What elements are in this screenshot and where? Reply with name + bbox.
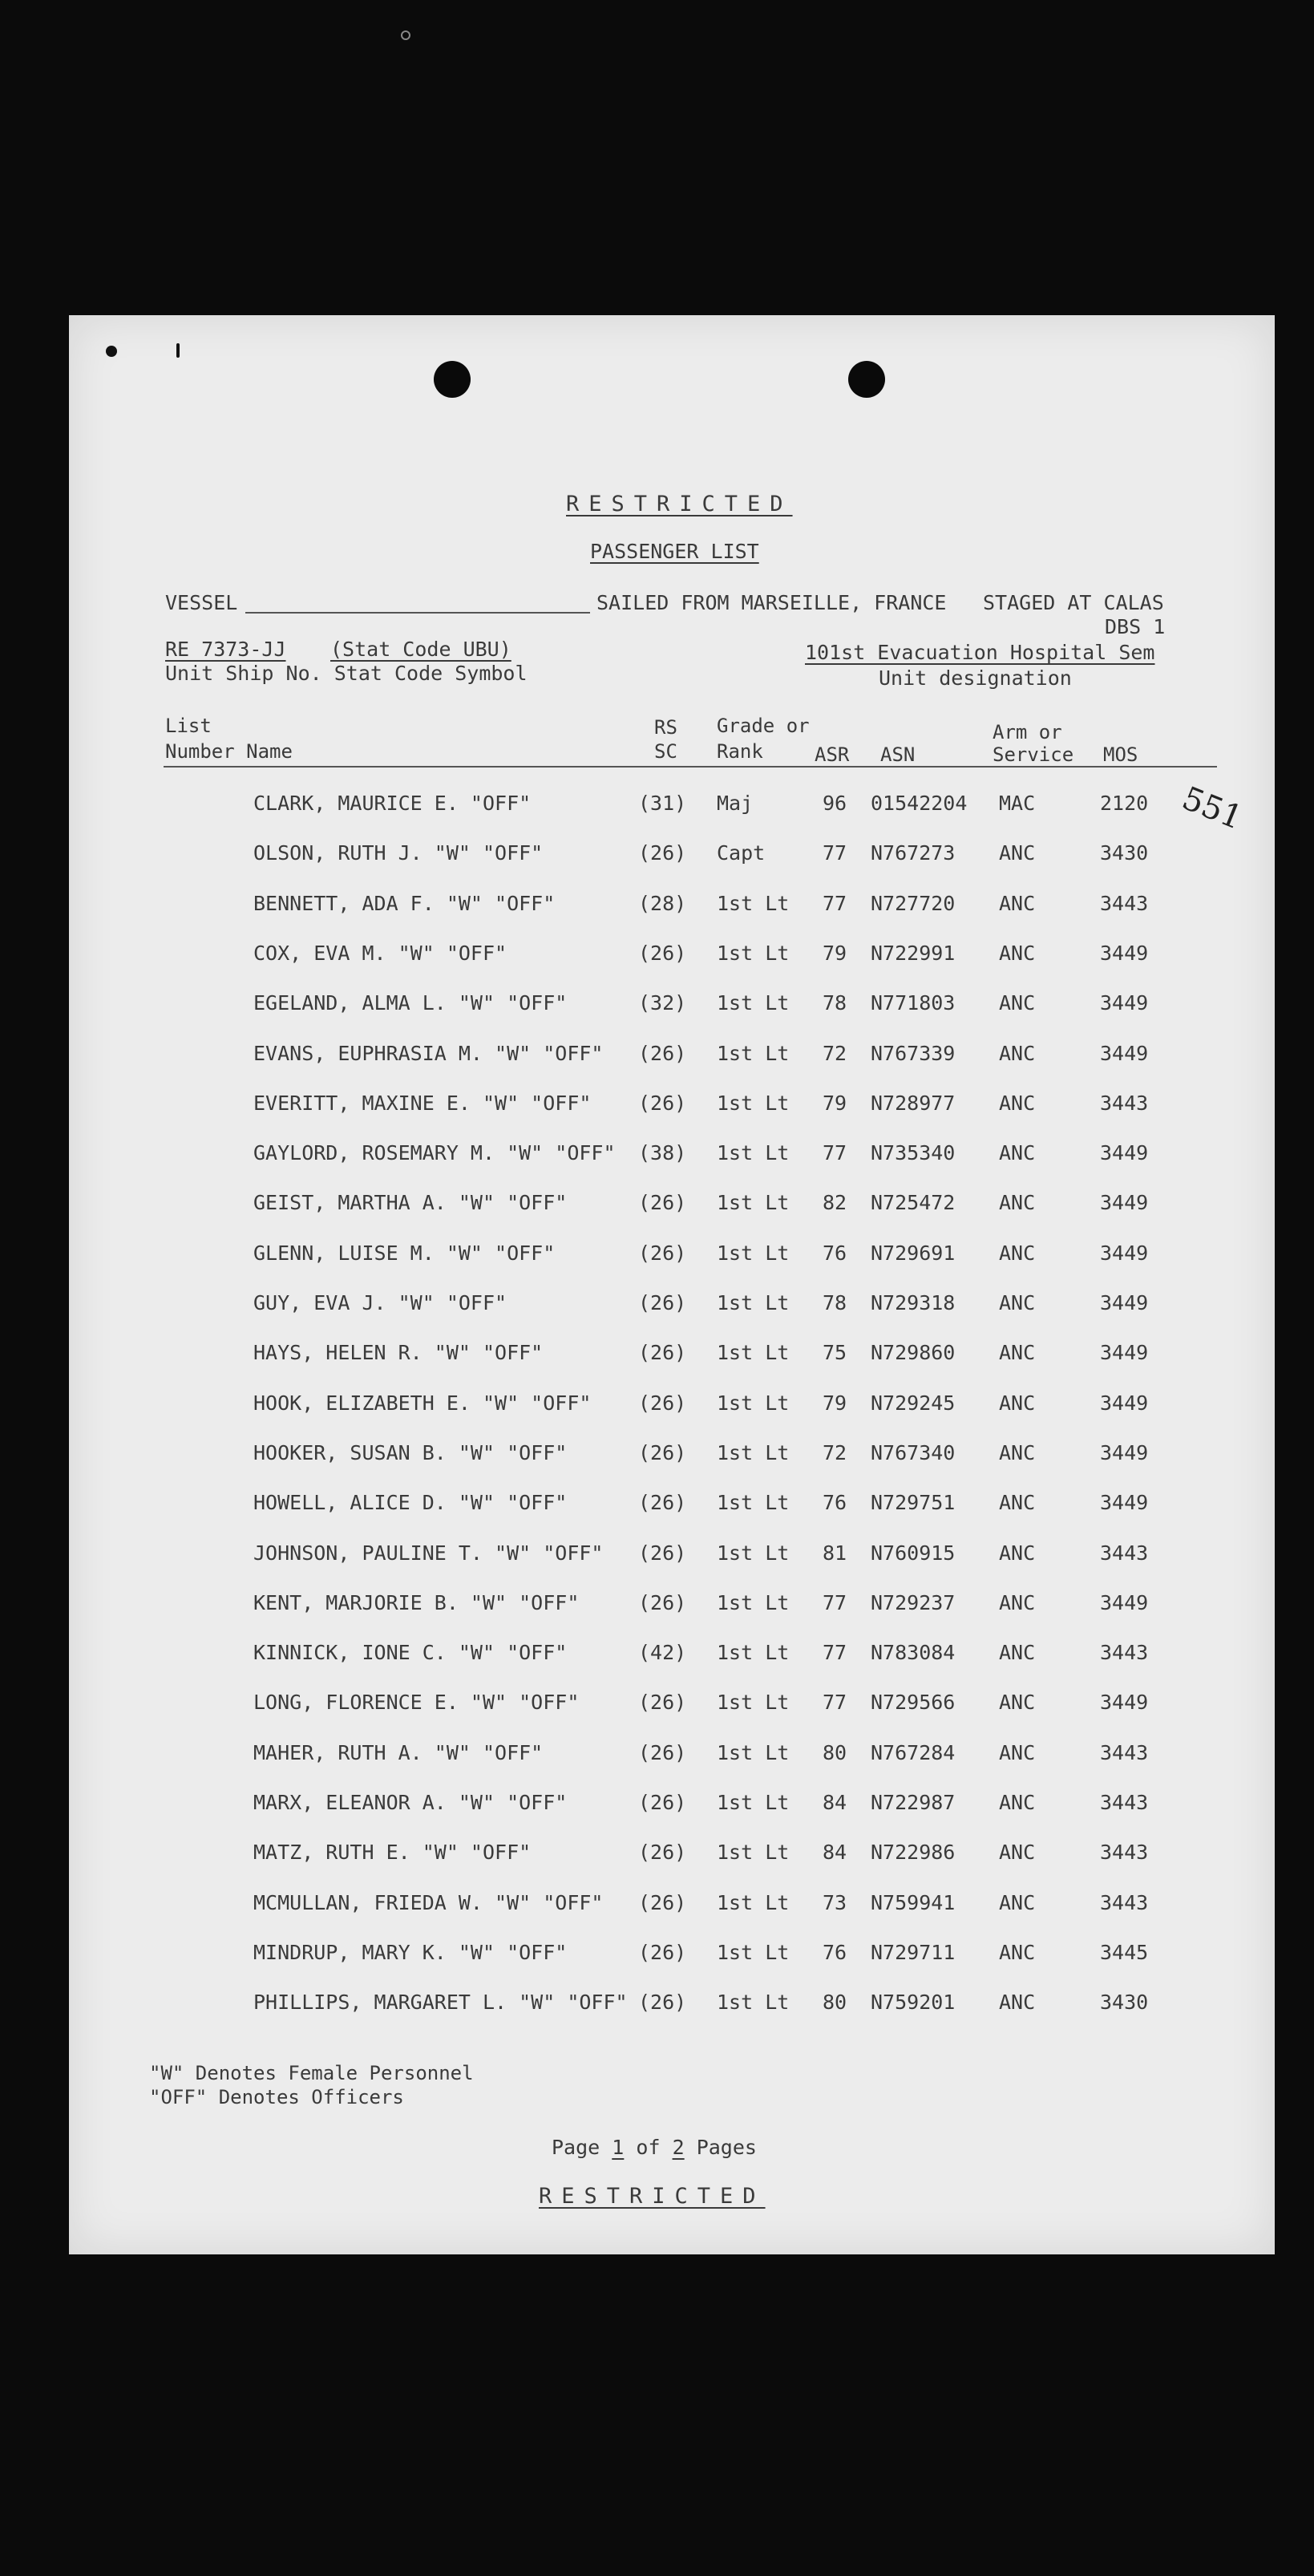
cell-grade: 1st Lt bbox=[717, 1841, 790, 1864]
cell-mos: 3449 bbox=[1100, 1042, 1149, 1065]
cell-name: MATZ, RUTH E. "W" "OFF" bbox=[253, 1841, 532, 1864]
table-row bbox=[69, 991, 1275, 1023]
classification-header: RESTRICTED bbox=[566, 492, 793, 516]
cell-rs: (26) bbox=[638, 942, 687, 965]
cell-name: GUY, EVA J. "W" "OFF" bbox=[253, 1291, 507, 1314]
table-row bbox=[69, 1991, 1275, 2023]
cell-asn: N759941 bbox=[871, 1891, 956, 1914]
cell-mos: 3443 bbox=[1100, 1791, 1149, 1814]
table-row bbox=[69, 792, 1275, 824]
cell-arm: ANC bbox=[999, 1391, 1036, 1415]
cell-asn: N729566 bbox=[871, 1691, 956, 1714]
table-row bbox=[69, 1741, 1275, 1773]
ship-no-caption: Unit Ship No. Stat Code Symbol bbox=[165, 662, 528, 685]
col-header-rs: RS bbox=[654, 716, 677, 739]
table-row bbox=[69, 1491, 1275, 1523]
cell-asr: 75 bbox=[823, 1341, 847, 1364]
sailed-from: SAILED FROM MARSEILLE, FRANCE bbox=[596, 591, 947, 614]
note-officers: "OFF" Denotes Officers bbox=[149, 2086, 404, 2108]
table-row bbox=[69, 1641, 1275, 1673]
col-header-arm: Arm or bbox=[993, 721, 1062, 743]
table-row bbox=[69, 1891, 1275, 1923]
header-rule bbox=[164, 766, 1217, 768]
unit-ship-no: RE 7373-JJ bbox=[165, 638, 286, 661]
cell-rs: (26) bbox=[638, 1591, 687, 1614]
cell-asr: 78 bbox=[823, 991, 847, 1015]
cell-arm: ANC bbox=[999, 1591, 1036, 1614]
cell-mos: 3449 bbox=[1100, 942, 1149, 965]
cell-name: KINNICK, IONE C. "W" "OFF" bbox=[253, 1641, 568, 1664]
cell-mos: 3443 bbox=[1100, 1841, 1149, 1864]
vessel-label: VESSEL bbox=[165, 591, 238, 614]
page-suffix: Pages bbox=[696, 2136, 757, 2159]
cell-mos: 3430 bbox=[1100, 841, 1149, 865]
cell-mos: 2120 bbox=[1100, 792, 1149, 815]
col-header-list: List bbox=[165, 715, 212, 737]
col-header-service: Service bbox=[993, 743, 1074, 766]
form-title: PASSENGER LIST bbox=[590, 540, 759, 563]
col-header-grade: Grade or bbox=[717, 715, 810, 737]
cell-asr: 76 bbox=[823, 1241, 847, 1265]
punch-hole-left bbox=[434, 361, 471, 398]
table-row bbox=[69, 942, 1275, 974]
cell-rs: (26) bbox=[638, 1491, 687, 1514]
cell-name: EGELAND, ALMA L. "W" "OFF" bbox=[253, 991, 568, 1015]
cell-asr: 77 bbox=[823, 841, 847, 865]
cell-asn: N722986 bbox=[871, 1841, 956, 1864]
cell-arm: ANC bbox=[999, 1441, 1036, 1464]
cell-mos: 3449 bbox=[1100, 1191, 1149, 1214]
cell-arm: ANC bbox=[999, 1791, 1036, 1814]
cell-mos: 3449 bbox=[1100, 1691, 1149, 1714]
cell-asr: 81 bbox=[823, 1541, 847, 1565]
cell-mos: 3443 bbox=[1100, 892, 1149, 915]
cell-mos: 3443 bbox=[1100, 1541, 1149, 1565]
cell-asr: 76 bbox=[823, 1941, 847, 1964]
col-header-mos: MOS bbox=[1103, 743, 1138, 766]
cell-grade: 1st Lt bbox=[717, 1791, 790, 1814]
table-row bbox=[69, 1541, 1275, 1574]
cell-grade: 1st Lt bbox=[717, 1941, 790, 1964]
cell-asr: 76 bbox=[823, 1491, 847, 1514]
cell-mos: 3449 bbox=[1100, 1241, 1149, 1265]
col-header-rank: Rank bbox=[717, 740, 763, 763]
cell-asn: N767340 bbox=[871, 1441, 956, 1464]
cell-arm: ANC bbox=[999, 1691, 1036, 1714]
cell-arm: ANC bbox=[999, 841, 1036, 865]
cell-grade: 1st Lt bbox=[717, 1291, 790, 1314]
cell-rs: (26) bbox=[638, 1241, 687, 1265]
cell-asn: N767273 bbox=[871, 841, 956, 865]
cell-grade: 1st Lt bbox=[717, 1241, 790, 1265]
table-row bbox=[69, 1141, 1275, 1173]
cell-rs: (26) bbox=[638, 1891, 687, 1914]
cell-mos: 3443 bbox=[1100, 1641, 1149, 1664]
cell-arm: ANC bbox=[999, 1092, 1036, 1115]
cell-asr: 72 bbox=[823, 1042, 847, 1065]
page-prefix: Page bbox=[552, 2136, 600, 2159]
vessel-blank-line bbox=[245, 612, 590, 614]
cell-name: HOWELL, ALICE D. "W" "OFF" bbox=[253, 1491, 568, 1514]
cell-asr: 77 bbox=[823, 892, 847, 915]
cell-rs: (26) bbox=[638, 1791, 687, 1814]
page-indicator bbox=[552, 2137, 757, 2157]
cell-arm: ANC bbox=[999, 1191, 1036, 1214]
cell-asn: N760915 bbox=[871, 1541, 956, 1565]
unit-designation: 101st Evacuation Hospital Sem bbox=[805, 641, 1155, 664]
dbs-code: DBS 1 bbox=[1105, 615, 1166, 638]
cell-grade: 1st Lt bbox=[717, 1691, 790, 1714]
classification-footer: RESTRICTED bbox=[539, 2184, 766, 2209]
cell-rs: (42) bbox=[638, 1641, 687, 1664]
cell-rs: (26) bbox=[638, 1341, 687, 1364]
cell-asn: N722987 bbox=[871, 1791, 956, 1814]
table-row bbox=[69, 1291, 1275, 1323]
cell-mos: 3449 bbox=[1100, 1441, 1149, 1464]
cell-asn: N759201 bbox=[871, 1991, 956, 2014]
cell-name: CLARK, MAURICE E. "OFF" bbox=[253, 792, 532, 815]
document-page bbox=[69, 315, 1275, 2254]
cell-arm: ANC bbox=[999, 1042, 1036, 1065]
cell-name: HAYS, HELEN R. "W" "OFF" bbox=[253, 1341, 544, 1364]
table-row bbox=[69, 1841, 1275, 1873]
cell-grade: 1st Lt bbox=[717, 1541, 790, 1565]
cell-mos: 3430 bbox=[1100, 1991, 1149, 2014]
ink-speck bbox=[106, 346, 117, 357]
cell-asr: 79 bbox=[823, 1092, 847, 1115]
table-row bbox=[69, 1191, 1275, 1223]
cell-asn: N729237 bbox=[871, 1591, 956, 1614]
cell-grade: 1st Lt bbox=[717, 892, 790, 915]
cell-arm: ANC bbox=[999, 942, 1036, 965]
cell-mos: 3449 bbox=[1100, 1491, 1149, 1514]
cell-rs: (26) bbox=[638, 1991, 687, 2014]
cell-asr: 84 bbox=[823, 1791, 847, 1814]
cell-name: OLSON, RUTH J. "W" "OFF" bbox=[253, 841, 544, 865]
cell-rs: (26) bbox=[638, 1841, 687, 1864]
cell-grade: 1st Lt bbox=[717, 1991, 790, 2014]
cell-grade: 1st Lt bbox=[717, 1042, 790, 1065]
cell-asr: 72 bbox=[823, 1441, 847, 1464]
page-of: of bbox=[636, 2136, 661, 2159]
cell-asn: N725472 bbox=[871, 1191, 956, 1214]
cell-grade: 1st Lt bbox=[717, 1391, 790, 1415]
cell-name: KENT, MARJORIE B. "W" "OFF" bbox=[253, 1591, 580, 1614]
cell-arm: ANC bbox=[999, 1241, 1036, 1265]
table-row bbox=[69, 1042, 1275, 1074]
cell-mos: 3443 bbox=[1100, 1891, 1149, 1914]
cell-mos: 3449 bbox=[1100, 1291, 1149, 1314]
cell-grade: 1st Lt bbox=[717, 942, 790, 965]
cell-asn: N727720 bbox=[871, 892, 956, 915]
cell-name: HOOK, ELIZABETH E. "W" "OFF" bbox=[253, 1391, 592, 1415]
cell-rs: (26) bbox=[638, 1691, 687, 1714]
cell-asn: N729751 bbox=[871, 1491, 956, 1514]
col-header-number-name: Number Name bbox=[165, 740, 293, 763]
cell-mos: 3449 bbox=[1100, 1591, 1149, 1614]
cell-asr: 80 bbox=[823, 1991, 847, 2014]
cell-mos: 3449 bbox=[1100, 1141, 1149, 1164]
cell-asr: 77 bbox=[823, 1691, 847, 1714]
table-row bbox=[69, 1691, 1275, 1723]
cell-name: MAHER, RUTH A. "W" "OFF" bbox=[253, 1741, 544, 1764]
cell-grade: 1st Lt bbox=[717, 991, 790, 1015]
cell-rs: (26) bbox=[638, 1191, 687, 1214]
page-stamp-number: 551 bbox=[1177, 780, 1248, 837]
cell-grade: 1st Lt bbox=[717, 1741, 790, 1764]
cell-asr: 79 bbox=[823, 1391, 847, 1415]
table-row bbox=[69, 1241, 1275, 1274]
cell-grade: Maj bbox=[717, 792, 754, 815]
col-header-asn: ASN bbox=[880, 743, 916, 766]
cell-arm: ANC bbox=[999, 1841, 1036, 1864]
cell-asr: 96 bbox=[823, 792, 847, 815]
cell-grade: 1st Lt bbox=[717, 1641, 790, 1664]
cell-rs: (26) bbox=[638, 1092, 687, 1115]
cell-arm: MAC bbox=[999, 792, 1036, 815]
punch-hole-right bbox=[848, 361, 885, 398]
cell-rs: (26) bbox=[638, 1941, 687, 1964]
cell-asr: 78 bbox=[823, 1291, 847, 1314]
cell-name: LONG, FLORENCE E. "W" "OFF" bbox=[253, 1691, 580, 1714]
cell-name: HOOKER, SUSAN B. "W" "OFF" bbox=[253, 1441, 568, 1464]
cell-asn: N729711 bbox=[871, 1941, 956, 1964]
cell-rs: (26) bbox=[638, 1291, 687, 1314]
cell-asn: N767339 bbox=[871, 1042, 956, 1065]
cell-arm: ANC bbox=[999, 1741, 1036, 1764]
cell-name: JOHNSON, PAULINE T. "W" "OFF" bbox=[253, 1541, 604, 1565]
cell-asr: 77 bbox=[823, 1591, 847, 1614]
cell-asn: N771803 bbox=[871, 991, 956, 1015]
cell-mos: 3445 bbox=[1100, 1941, 1149, 1964]
cell-rs: (26) bbox=[638, 1541, 687, 1565]
cell-rs: (31) bbox=[638, 792, 687, 815]
microfilm-mark bbox=[401, 30, 410, 40]
cell-name: EVANS, EUPHRASIA M. "W" "OFF" bbox=[253, 1042, 604, 1065]
table-row bbox=[69, 892, 1275, 924]
stat-code: (Stat Code UBU) bbox=[330, 638, 511, 661]
cell-rs: (26) bbox=[638, 1042, 687, 1065]
cell-arm: ANC bbox=[999, 991, 1036, 1015]
table-row bbox=[69, 1591, 1275, 1623]
cell-arm: ANC bbox=[999, 1291, 1036, 1314]
table-row bbox=[69, 1941, 1275, 1973]
cell-name: PHILLIPS, MARGARET L. "W" "OFF" bbox=[253, 1991, 628, 2014]
table-row bbox=[69, 1391, 1275, 1424]
cell-asn: N729245 bbox=[871, 1391, 956, 1415]
cell-rs: (26) bbox=[638, 1741, 687, 1764]
unit-designation-caption: Unit designation bbox=[879, 666, 1072, 690]
cell-name: GAYLORD, ROSEMARY M. "W" "OFF" bbox=[253, 1141, 616, 1164]
cell-name: BENNETT, ADA F. "W" "OFF" bbox=[253, 892, 556, 915]
cell-rs: (26) bbox=[638, 1391, 687, 1415]
cell-asn: 01542204 bbox=[871, 792, 968, 815]
cell-grade: 1st Lt bbox=[717, 1092, 790, 1115]
staged-at: STAGED AT CALAS bbox=[983, 591, 1164, 614]
cell-asr: 77 bbox=[823, 1141, 847, 1164]
table-row bbox=[69, 841, 1275, 873]
cell-asn: N728977 bbox=[871, 1092, 956, 1115]
cell-grade: 1st Lt bbox=[717, 1491, 790, 1514]
cell-arm: ANC bbox=[999, 1491, 1036, 1514]
cell-rs: (38) bbox=[638, 1141, 687, 1164]
cell-grade: 1st Lt bbox=[717, 1891, 790, 1914]
cell-grade: 1st Lt bbox=[717, 1591, 790, 1614]
cell-asr: 79 bbox=[823, 942, 847, 965]
cell-mos: 3443 bbox=[1100, 1741, 1149, 1764]
col-header-asr: ASR bbox=[815, 743, 850, 766]
cell-asr: 73 bbox=[823, 1891, 847, 1914]
table-row bbox=[69, 1791, 1275, 1823]
cell-name: MCMULLAN, FRIEDA W. "W" "OFF" bbox=[253, 1891, 604, 1914]
cell-name: MARX, ELEANOR A. "W" "OFF" bbox=[253, 1791, 568, 1814]
cell-grade: 1st Lt bbox=[717, 1341, 790, 1364]
cell-arm: ANC bbox=[999, 892, 1036, 915]
col-header-sc: SC bbox=[654, 740, 677, 763]
cell-asn: N729318 bbox=[871, 1291, 956, 1314]
cell-grade: 1st Lt bbox=[717, 1191, 790, 1214]
cell-rs: (28) bbox=[638, 892, 687, 915]
table-row bbox=[69, 1441, 1275, 1473]
cell-name: COX, EVA M. "W" "OFF" bbox=[253, 942, 507, 965]
cell-arm: ANC bbox=[999, 1341, 1036, 1364]
cell-arm: ANC bbox=[999, 1891, 1036, 1914]
cell-name: GLENN, LUISE M. "W" "OFF" bbox=[253, 1241, 556, 1265]
cell-arm: ANC bbox=[999, 1141, 1036, 1164]
cell-grade: 1st Lt bbox=[717, 1141, 790, 1164]
cell-mos: 3449 bbox=[1100, 991, 1149, 1015]
cell-name: MINDRUP, MARY K. "W" "OFF" bbox=[253, 1941, 568, 1964]
cell-rs: (26) bbox=[638, 1441, 687, 1464]
page-current: 1 bbox=[612, 2136, 625, 2159]
cell-asn: N722991 bbox=[871, 942, 956, 965]
table-row bbox=[69, 1341, 1275, 1373]
cell-mos: 3449 bbox=[1100, 1341, 1149, 1364]
cell-rs: (32) bbox=[638, 991, 687, 1015]
cell-grade: Capt bbox=[717, 841, 766, 865]
cell-asr: 77 bbox=[823, 1641, 847, 1664]
cell-asn: N729860 bbox=[871, 1341, 956, 1364]
cell-mos: 3449 bbox=[1100, 1391, 1149, 1415]
cell-mos: 3443 bbox=[1100, 1092, 1149, 1115]
table-row bbox=[69, 1092, 1275, 1124]
cell-arm: ANC bbox=[999, 1991, 1036, 2014]
cell-arm: ANC bbox=[999, 1941, 1036, 1964]
cell-asn: N735340 bbox=[871, 1141, 956, 1164]
cell-arm: ANC bbox=[999, 1541, 1036, 1565]
note-female: "W" Denotes Female Personnel bbox=[149, 2062, 474, 2084]
cell-asn: N767284 bbox=[871, 1741, 956, 1764]
ink-speck bbox=[176, 343, 180, 358]
cell-asn: N729691 bbox=[871, 1241, 956, 1265]
cell-asr: 80 bbox=[823, 1741, 847, 1764]
cell-rs: (26) bbox=[638, 841, 687, 865]
cell-name: EVERITT, MAXINE E. "W" "OFF" bbox=[253, 1092, 592, 1115]
cell-asr: 84 bbox=[823, 1841, 847, 1864]
cell-grade: 1st Lt bbox=[717, 1441, 790, 1464]
page-total: 2 bbox=[672, 2136, 685, 2159]
cell-asr: 82 bbox=[823, 1191, 847, 1214]
cell-arm: ANC bbox=[999, 1641, 1036, 1664]
cell-asn: N783084 bbox=[871, 1641, 956, 1664]
cell-name: GEIST, MARTHA A. "W" "OFF" bbox=[253, 1191, 568, 1214]
